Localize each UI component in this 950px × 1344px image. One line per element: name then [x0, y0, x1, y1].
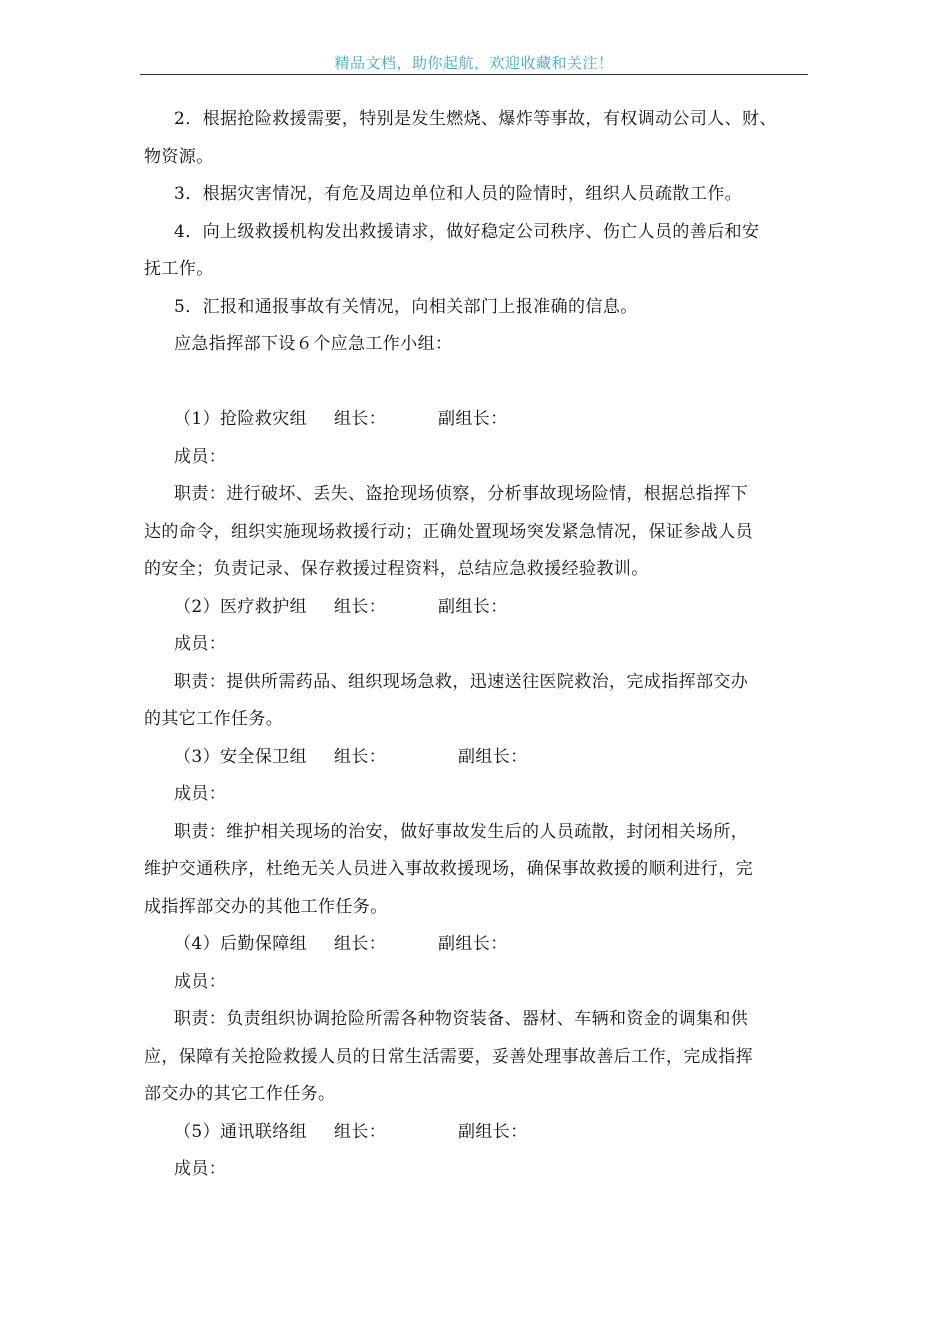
document-body — [144, 101, 808, 1189]
header-divider — [140, 74, 808, 75]
team-deputy-label: 副组长： — [438, 934, 508, 954]
paragraph-line: 5．汇报和通报事故有关情况，向相关部门上报准确的信息。 — [174, 296, 638, 317]
team-members-label: 成员： — [174, 1159, 227, 1179]
paragraph-line: 2．根据抢险救援需要，特别是发生燃烧、爆炸等事故，有权调动公司人、财、 — [174, 109, 777, 129]
team-leader-label: 组长： — [334, 934, 387, 954]
paragraph-line: 抚工作。 — [144, 259, 214, 279]
paragraph-line: 物资源。 — [144, 146, 214, 167]
team-deputy-label: 副组长： — [438, 596, 508, 617]
paragraph-line: 应急指挥部下设６个应急工作小组： — [174, 334, 453, 354]
team-heading — [144, 1114, 808, 1152]
team-leader-label: 组长： — [334, 596, 387, 617]
team-duty-line: 成指挥部交办的其他工作任务。 — [144, 896, 388, 917]
blank-line — [144, 364, 808, 402]
team-leader-label: 组长： — [334, 746, 387, 767]
team-name: （5）通讯联络组 — [174, 1121, 308, 1142]
team-leader-label: 组长： — [334, 1121, 387, 1142]
team-members-label: 成员： — [174, 446, 227, 467]
team-members-label: 成员： — [174, 784, 227, 804]
team-duty-line: 职责：维护相关现场的治安，做好事故发生后的人员疏散，封闭相关场所， — [174, 821, 749, 842]
team-heading — [144, 401, 808, 439]
team-duty-line: 维护交通秩序，杜绝无关人员进入事故救援现场，确保事故救援的顺利进行，完 — [144, 859, 753, 879]
team-name: （2）医疗救护组 — [174, 596, 308, 617]
team-duty-line: 职责：进行破坏、丢失、盗抢现场侦察，分析事故现场险情，根据总指挥下 — [174, 484, 749, 504]
team-members-label: 成员： — [174, 634, 227, 654]
team-duty-line: 的安全；负责记录、保存救援过程资料，总结应急救援经验教训。 — [144, 559, 649, 579]
team-deputy-label: 副组长： — [438, 409, 508, 429]
team-leader-label: 组长： — [334, 409, 387, 429]
team-duty-line: 部交办的其它工作任务。 — [144, 1084, 336, 1104]
team-name: （1）抢险救灾组 — [174, 409, 308, 429]
paragraph-line: 3．根据灾害情况，有危及周边单位和人员的险情时，组织人员疏散工作。 — [174, 184, 743, 204]
team-duty-line: 应，保障有关抢险救援人员的日常生活需要，妥善处理事故善后工作，完成指挥 — [144, 1046, 753, 1067]
team-heading — [144, 926, 808, 964]
team-duty-line: 达的命令，组织实施现场救援行动；正确处置现场突发紧急情况，保证参战人员 — [144, 521, 753, 542]
team-deputy-label: 副组长： — [458, 746, 528, 767]
team-members-label: 成员： — [174, 971, 227, 992]
team-duty-line: 职责：提供所需药品、组织现场急救，迅速送往医院救治，完成指挥部交办 — [174, 671, 749, 692]
team-name: （4）后勤保障组 — [174, 934, 308, 954]
paragraph-line: 4．向上级救援机构发出救援请求，做好稳定公司秩序、伤亡人员的善后和安 — [174, 221, 760, 242]
team-duty-line: 职责：负责组织协调抢险所需各种物资装备、器材、车辆和资金的调集和供 — [174, 1009, 749, 1029]
team-name: （3）安全保卫组 — [174, 746, 308, 767]
team-duty-line: 的其它工作任务。 — [144, 709, 284, 729]
page-header: 精品文档，助你起航，欢迎收藏和关注！ — [334, 54, 614, 72]
team-heading — [144, 739, 808, 777]
team-deputy-label: 副组长： — [458, 1121, 528, 1142]
team-heading — [144, 589, 808, 627]
